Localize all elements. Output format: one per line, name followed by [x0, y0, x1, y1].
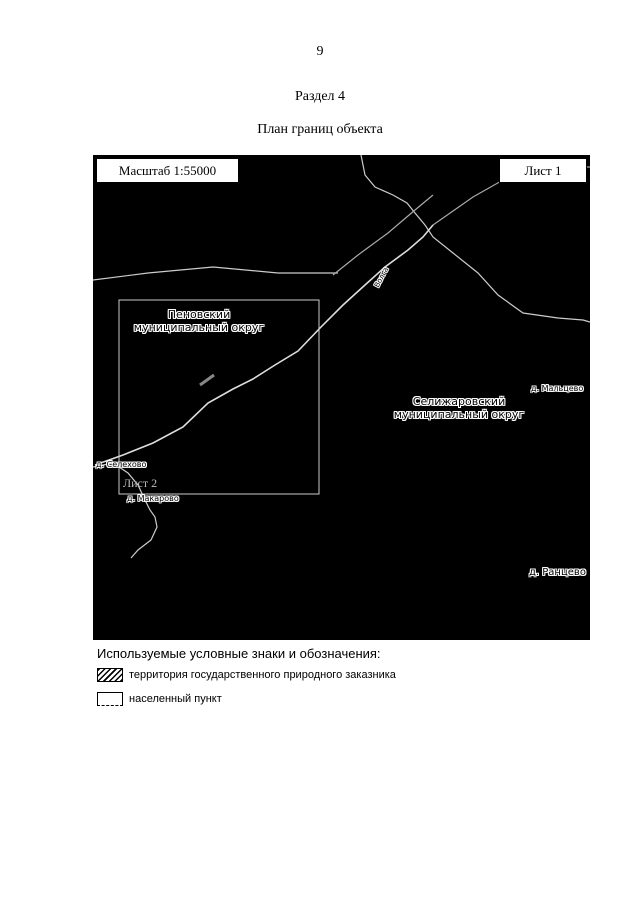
- district-penovsky-line-2: муниципальный округ: [133, 321, 265, 334]
- sheet-label: Лист 1: [499, 158, 587, 183]
- sheet-2-label: Лист 2: [123, 476, 158, 490]
- legend-item-settlement: [97, 692, 222, 706]
- village-makarovo: д. Макарово: [127, 494, 179, 503]
- river-label: Волга: [373, 265, 391, 289]
- district-selizharovsky-line-2: муниципальный округ: [393, 408, 525, 421]
- blank-swatch-icon: [97, 692, 123, 706]
- legend-item-reserve-label: территория государственного природного заказника: [129, 669, 396, 681]
- plan-title: План границ объекта: [257, 122, 383, 137]
- legend-title: Используемые условные знаки и обозначения:: [97, 646, 381, 661]
- district-selizharovsky: [384, 395, 534, 421]
- district-penovsky-line-1: Пеновский: [167, 308, 231, 321]
- village-seliekhovo: д. Селехово: [96, 460, 147, 469]
- legend-item-settlement-label: населенный пункт: [129, 693, 222, 705]
- district-penovsky: [119, 308, 279, 334]
- river-volga-line: [95, 225, 433, 465]
- section-title: Раздел 4: [294, 89, 346, 104]
- district-selizharovsky-line-1: Селижаровский: [412, 395, 506, 408]
- village-maltsevo: д. Мальцево: [531, 384, 584, 393]
- scale-label: Масштаб 1:55000: [96, 158, 239, 183]
- road-line-crossing: [333, 195, 433, 275]
- page-number: 9: [316, 44, 324, 59]
- hatch-swatch-icon: [97, 668, 123, 682]
- reserve-area-marker: [200, 375, 214, 385]
- village-rantsevo: д. Ранцево: [529, 567, 586, 578]
- map-panel[interactable]: [93, 155, 590, 640]
- boundary-line-north: [93, 267, 338, 280]
- legend-item-reserve: [97, 668, 396, 682]
